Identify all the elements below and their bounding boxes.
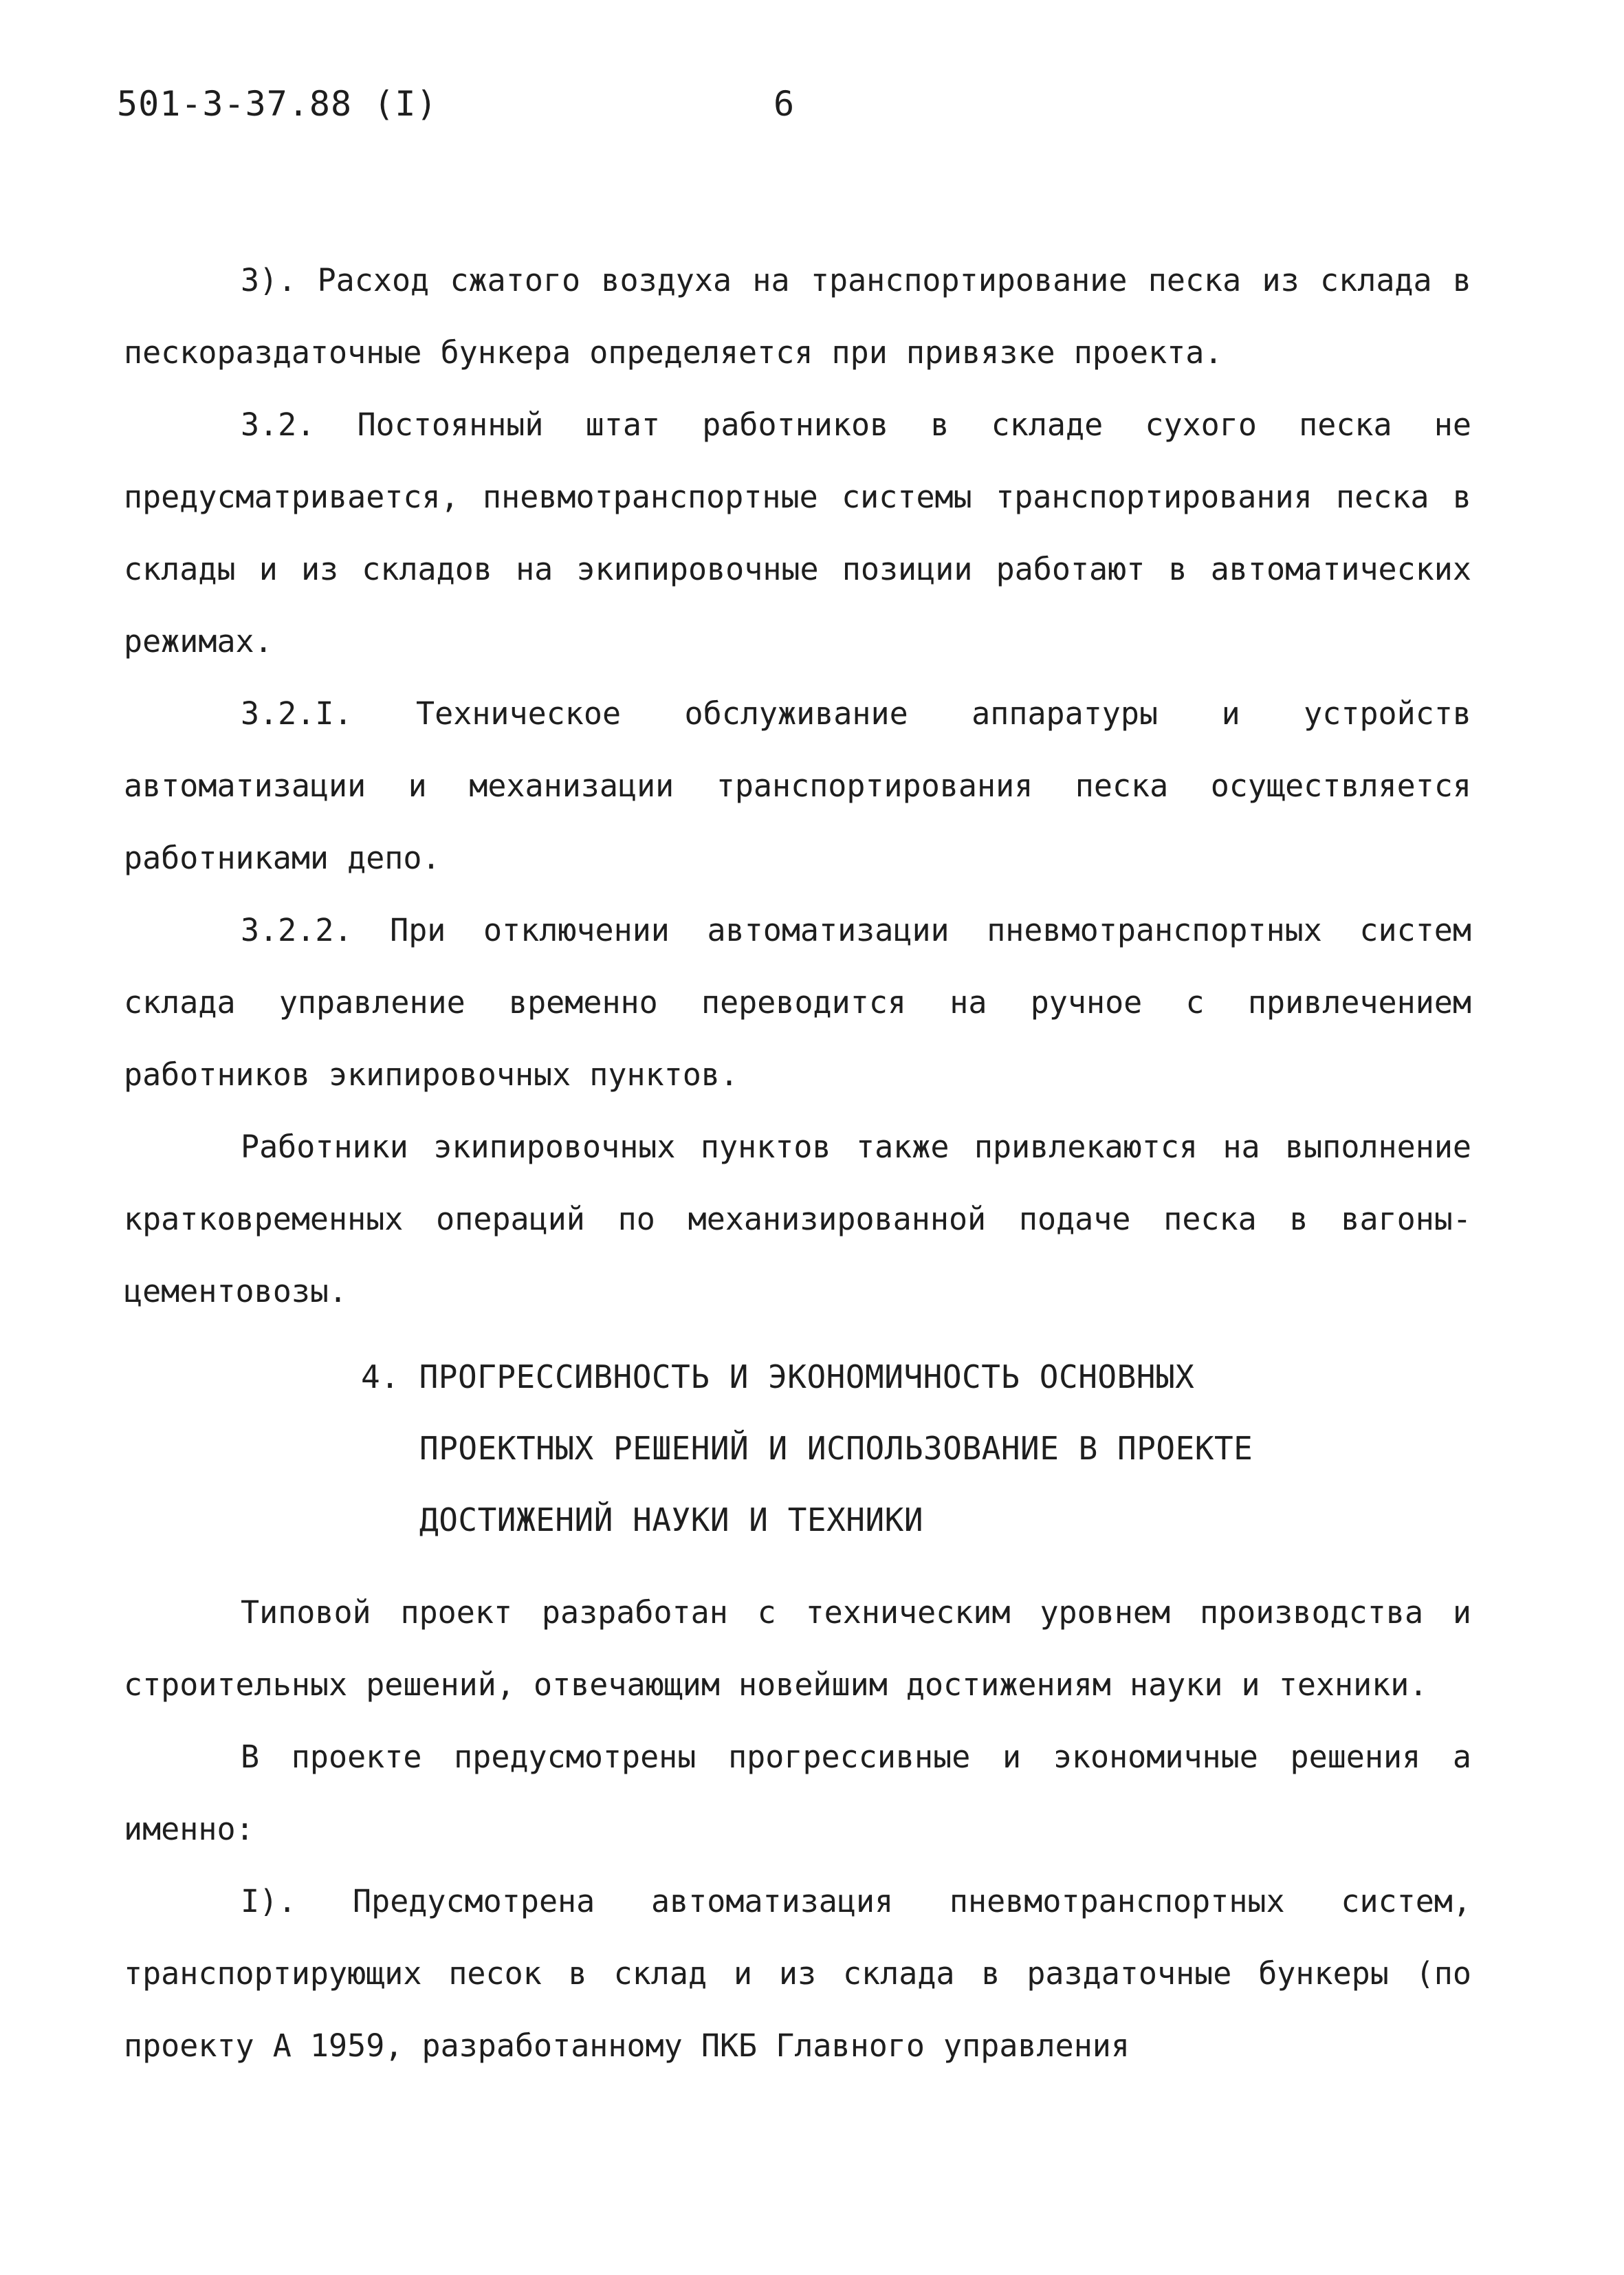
section-heading-line: ПРОЕКТНЫХ РЕШЕНИЙ И ИСПОЛЬЗОВАНИЕ В ПРОЕКТЕ	[419, 1430, 1253, 1467]
paragraph-air-consumption: 3). Расход сжатого воздуха на транспортирование песка из склада в пескораздаточные бункера определяется при привязке проекта.	[124, 262, 1471, 371]
section-heading-line: 4. ПРОГРЕССИВНОСТЬ И ЭКОНОМИЧНОСТЬ ОСНОВНЫХ	[361, 1358, 1195, 1395]
document-code: 501-3-37.88 (I)	[117, 84, 438, 124]
page-number: 6	[773, 84, 795, 124]
section-heading-line: ДОСТИЖЕНИЙ НАУКИ И ТЕХНИКИ	[419, 1501, 924, 1538]
paragraph-solutions-intro: В проекте предусмотрены прогрессивные и экономичные решения а именно:	[124, 1739, 1471, 1847]
section-heading	[361, 1341, 1337, 1556]
paragraph-technical-level: Типовой проект разработан с техническим уровнем производства и строительных решений, отвечающим новейшим достижениям науки и техники.	[124, 1594, 1471, 1703]
paragraph-manual-control: 3.2.2. При отключении автоматизации пневмотранспортных систем склада управление временно переводится на ручное с привлечением работников экипировочных пунктов.	[124, 912, 1471, 1093]
paragraph-short-operations: Работники экипировочных пунктов также привлекаются на выполнение кратковременных операций по механизированной подаче песка в вагоны-цементовозы.	[124, 1129, 1471, 1309]
page-header	[117, 84, 1492, 139]
body-text	[124, 244, 1471, 2082]
paragraph-staff: 3.2. Постоянный штат работников в складе сухого песка не предусматривается, пневмотранспортные системы транспортирования песка в склады и из складов на экипировочные позиции работают в автоматических режимах.	[124, 406, 1471, 660]
paragraph-automation: I). Предусмотрена автоматизация пневмотранспортных систем, транспортирующих песок в склад и из склада в раздаточные бункеры (по проекту А 1959, разработанному ПКБ Главного управления	[124, 1883, 1471, 2064]
paragraph-maintenance: 3.2.I. Техническое обслуживание аппаратуры и устройств автоматизации и механизации транспортирования песка осуществляется работниками депо.	[124, 695, 1471, 876]
